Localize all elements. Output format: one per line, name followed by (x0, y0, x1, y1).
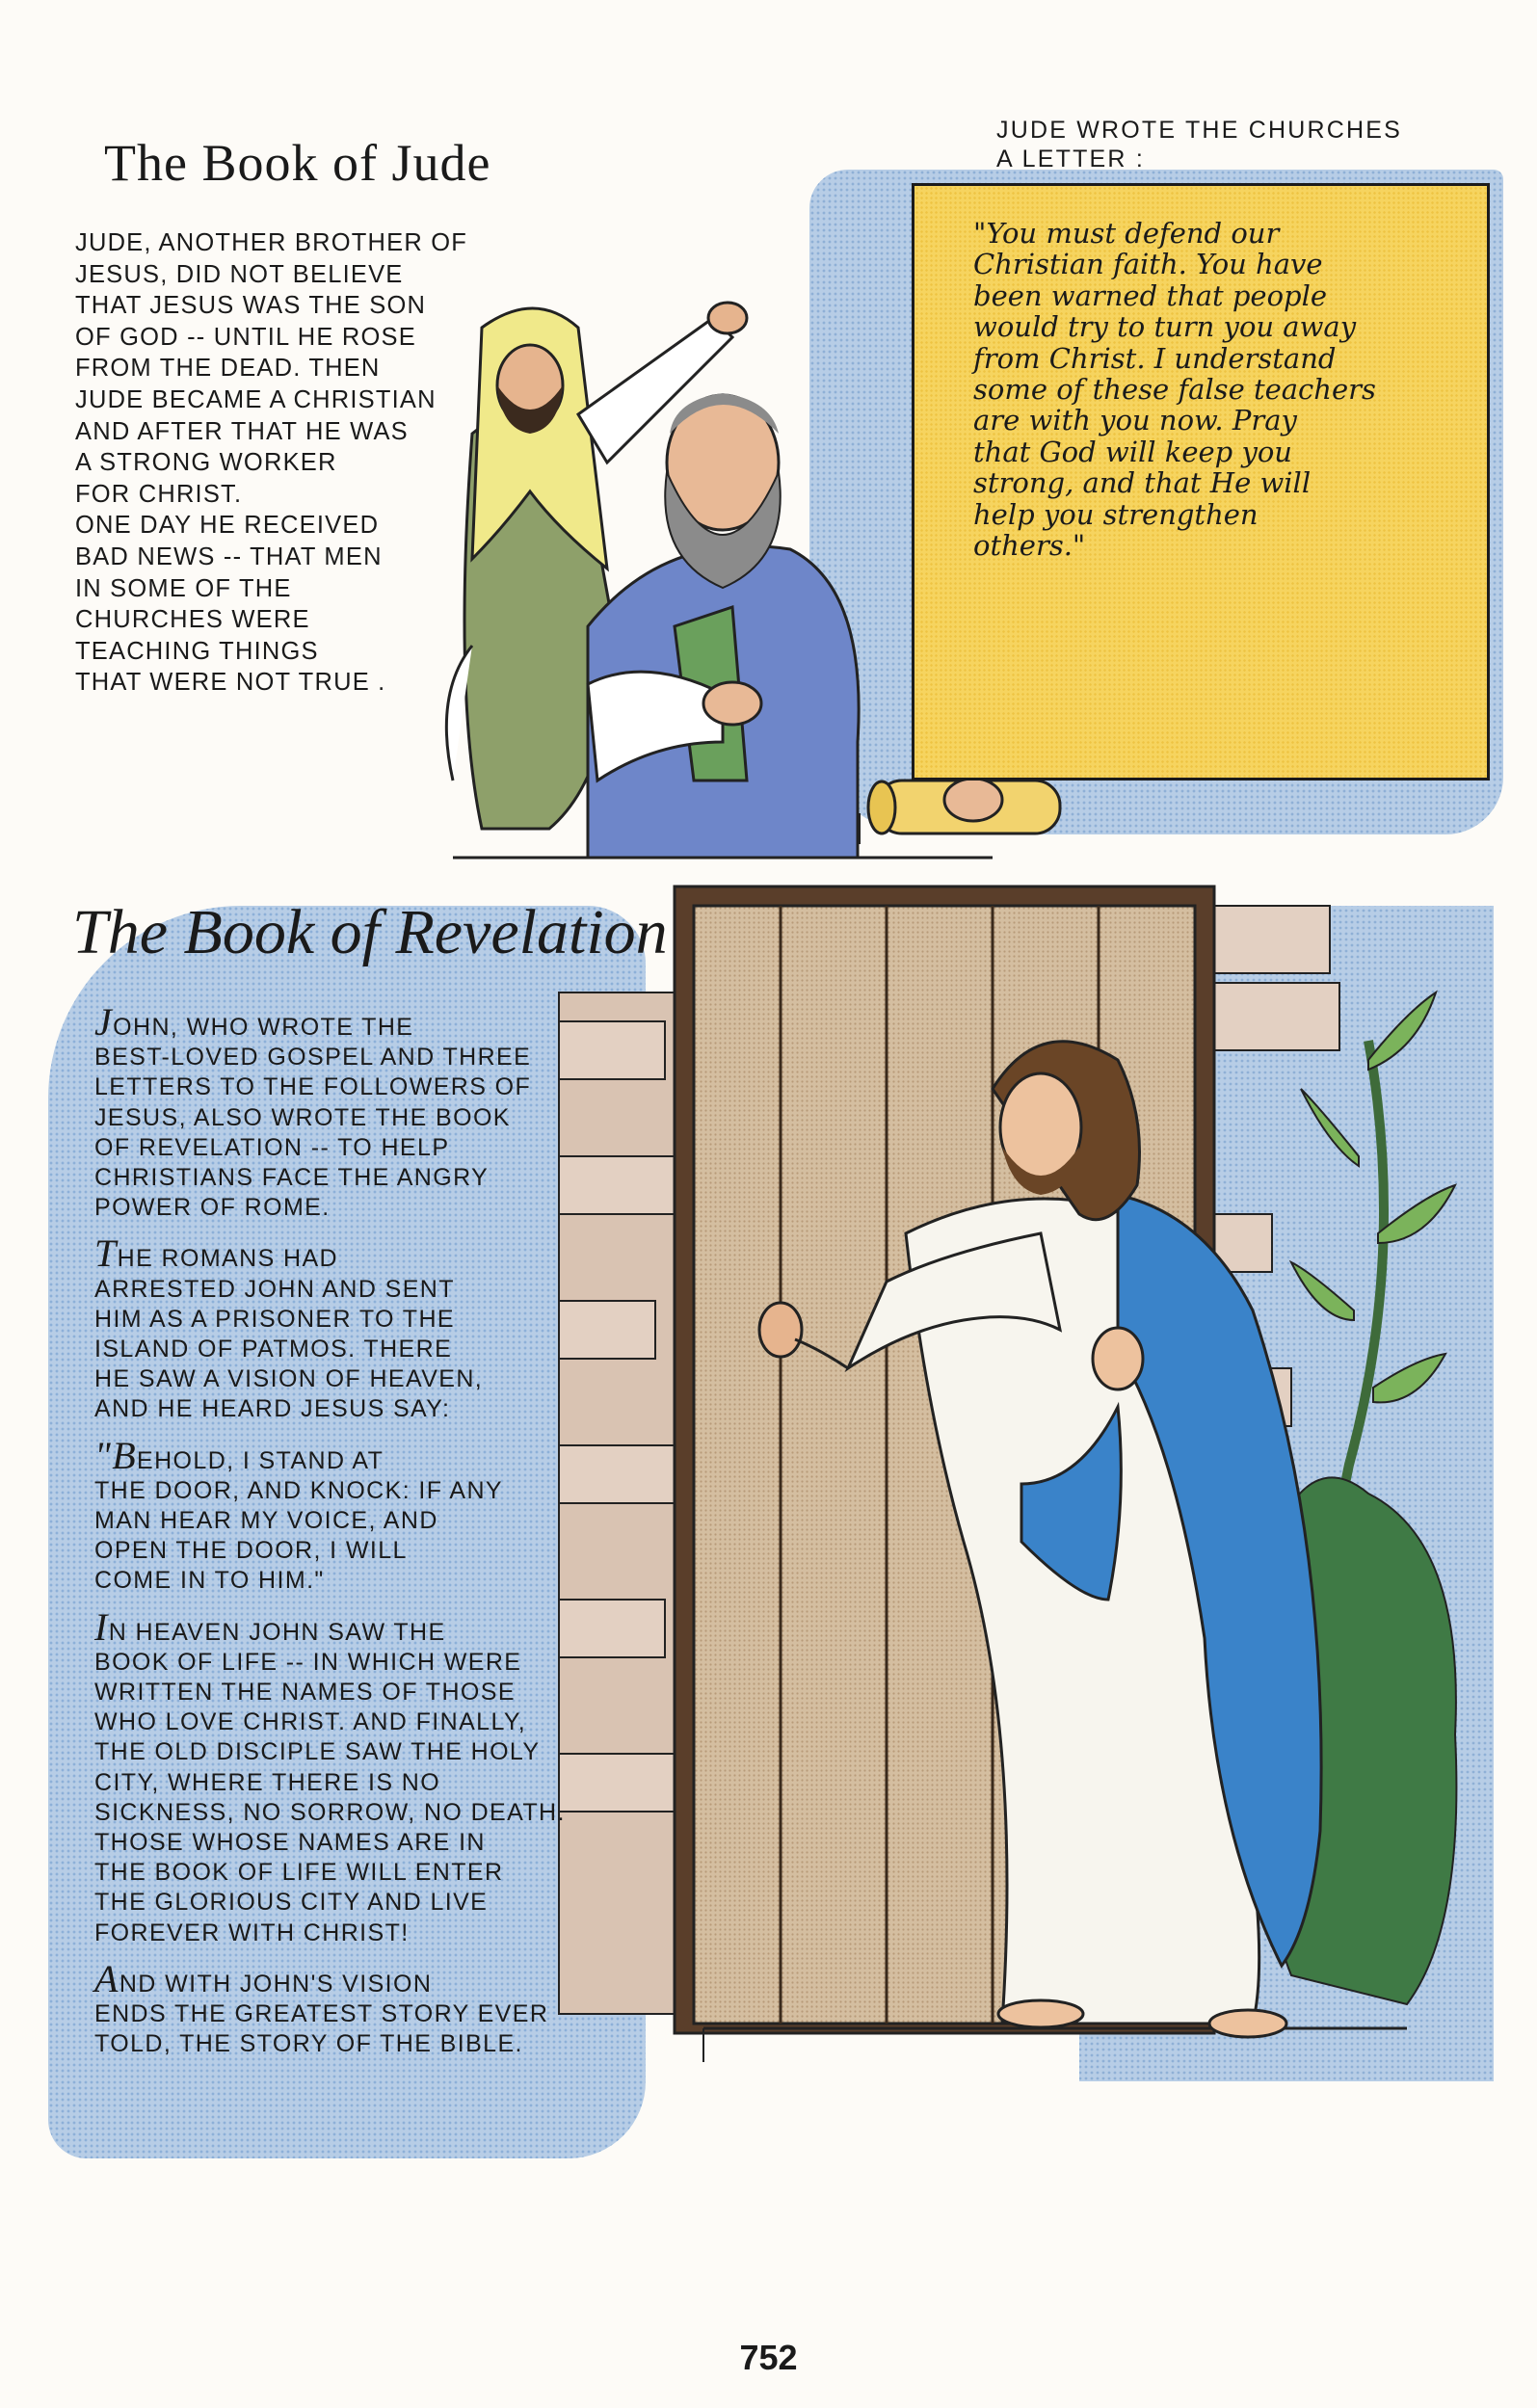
drop-cap: I (94, 1604, 109, 1649)
drop-cap: J (94, 1000, 114, 1044)
revelation-paragraph (94, 1433, 620, 1597)
revelation-paragraph (94, 1231, 620, 1424)
jesus-at-door-illustration (540, 867, 1513, 2216)
page-number: 752 (739, 2338, 798, 2377)
revelation-section-title: The Book of Revelation (72, 897, 668, 967)
paragraph-text: EHOLD, I STAND AT THE DOOR, AND KNOCK: IF ANY MAN HEAR MY VOICE, AND OPEN THE DOOR, I WILL COME IN TO HIM." (94, 1446, 503, 1595)
revelation-narrative (94, 1000, 620, 2078)
paragraph-text: ND WITH JOHN'S VISION ENDS THE GREATEST STORY EVER TOLD, THE STORY OF THE BIBLE. (94, 1970, 549, 2058)
drop-cap: "B (94, 1433, 138, 1477)
letter-quote-text: "You must defend our Christian faith. You have been warned that people would try to turn you away from Christ. I understand some of these false teachers are with you now. Pray that God will keep you strong, and that He will help you strengthen others." (973, 217, 1376, 563)
revelation-paragraph (94, 1956, 620, 2060)
revelation-paragraph (94, 1604, 620, 1948)
drop-cap: T (94, 1231, 118, 1276)
jude-section-title: The Book of Jude (104, 134, 491, 192)
paragraph-text: OHN, WHO WROTE THE BEST-LOVED GOSPEL AND THREE LETTERS TO THE FOLLOWERS OF JESUS, ALSO WROTE THE BOOK OF REVELATION -- TO HELP CHRISTIANS FACE THE ANGRY POWER OF ROME. (94, 1014, 532, 1222)
jude-narrative-text: JUDE, ANOTHER BROTHER OF JESUS, DID NOT BELIEVE THAT JESUS WAS THE SON OF GOD -- UNTIL HE ROSE FROM THE DEAD. THEN JUDE BECAME A CHRISTIAN AND AFTER THAT HE WAS A STRONG WORKER FOR CHRIST. ONE DAY HE RECEIVED BAD NEWS -- THAT MEN IN SOME OF THE CHURCHES WERE TEACHING THINGS THAT WERE NOT TRUE . (75, 229, 468, 697)
letter-caption: JUDE WROTE THE CHURCHES A LETTER : (996, 117, 1402, 172)
paragraph-text: HE ROMANS HAD ARRESTED JOHN AND SENT HIM AS A PRISONER TO THE ISLAND OF PATMOS. THERE HE SAW A VISION OF HEAVEN, AND HE HEARD JESUS SAY: (94, 1245, 484, 1423)
revelation-paragraph (94, 1000, 620, 1223)
paragraph-text: N HEAVEN JOHN SAW THE BOOK OF LIFE -- IN WHICH WERE WRITTEN THE NAMES OF THOSE WHO LOVE CHRIST. AND FINALLY, THE OLD DISCIPLE SAW THE HOLY CITY, WHERE THERE IS NO SICKNESS, NO SORROW, NO DEATH. THOSE WHOSE NAMES ARE IN THE BOOK OF LIFE WILL ENTER THE GLORIOUS CITY AND LIVE FOREVER WITH CHRIST! (94, 1618, 566, 1946)
drop-cap: A (94, 1956, 119, 2000)
